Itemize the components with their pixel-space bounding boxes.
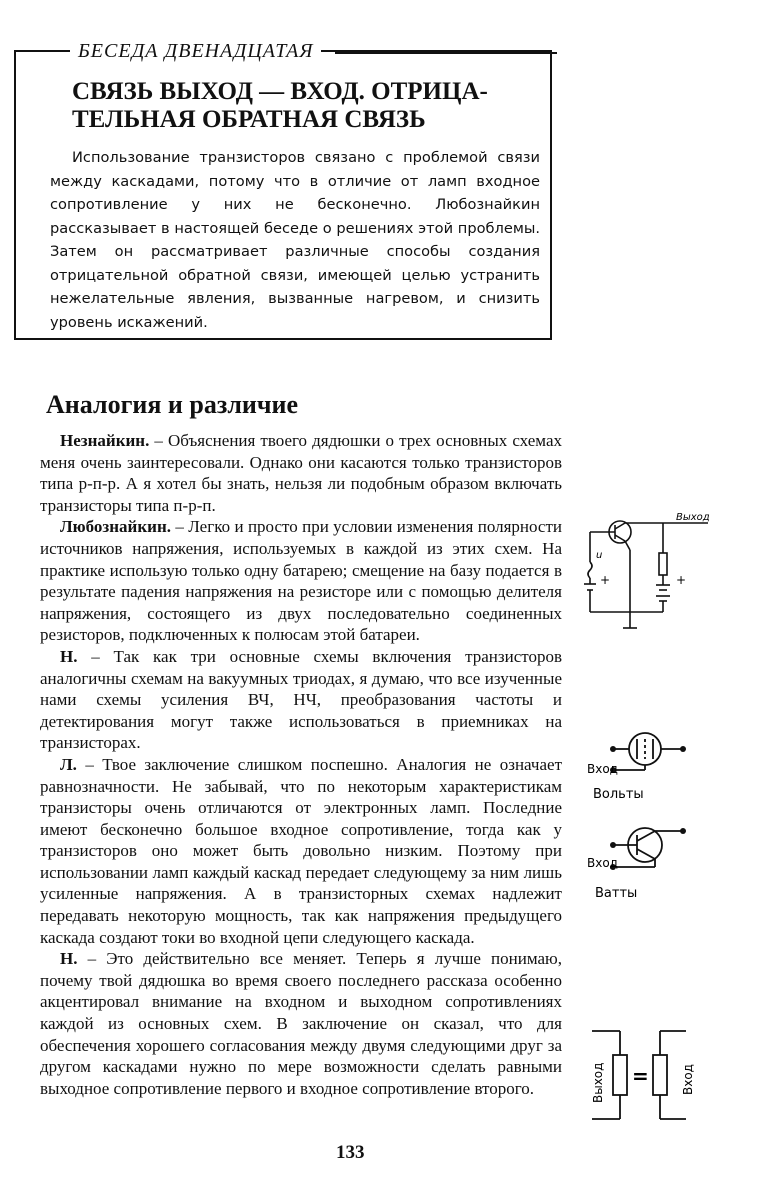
match-equals: = — [632, 1064, 649, 1088]
circuit-plus-left: + — [600, 573, 611, 587]
chapter-title-line2: ТЕЛЬНАЯ ОБРАТНАЯ СВЯЗЬ — [72, 106, 426, 133]
section-title: Аналогия и различие — [46, 390, 299, 419]
match-right-label: Вход — [681, 1064, 695, 1095]
tube-caption: Вольты — [593, 787, 644, 802]
paragraph-3 — [40, 646, 562, 754]
tube-figure — [585, 728, 695, 808]
paragraph-1 — [40, 430, 562, 516]
lesson-label: БЕСЕДА ДВЕНАДЦАТАЯ — [70, 40, 321, 63]
speaker: Н. — [60, 949, 78, 969]
paragraph-text: – Объяснения твоего дядюшки о трех основных схемах меня очень заинтересовали. Однако они касаются только транзисторов типа р-п-р. А я хотел бы знать, нельзя ли подобным образом включать транзисторы типа п-р-п. — [40, 431, 562, 515]
speaker: Любознайкин. — [60, 517, 171, 537]
paragraph-text: – Это действительно все меняет. Теперь я лучше понимаю, почему твой дядюшка во время своего последнего рассказа особенно акцентировал внимание на входном и выходном сопротивлениях каждой из основных схем. В заключение он сказал, что для обеспечения хорошего согласования между двумя следующими друг за другом каскадами нужно по мере возможности сделать равными выходное сопротивление первого и входное сопротивление второго. — [40, 949, 562, 1098]
heading-rule — [335, 52, 557, 54]
transistor-circuit-figure — [578, 510, 723, 635]
paragraph-4 — [40, 754, 562, 948]
page-number: 133 — [336, 1142, 365, 1163]
impedance-match-figure — [580, 1025, 720, 1135]
speaker: Незнайкин. — [60, 431, 150, 450]
transistor-input-label: Вход — [587, 856, 618, 870]
speaker: Н. — [60, 646, 78, 666]
tube-input-label: Вход — [587, 762, 618, 776]
chapter-title — [72, 78, 542, 134]
transistor-figure — [585, 815, 695, 905]
paragraph-text: – Твое заключение слишком поспешно. Аналогия не означает равнозначности. Не забывай, что по некоторым характеристикам транзисторы очень отличаются от электронных ламп. Последние имеют бесконечно большое входное сопротивление, тогда как у транзисторов оно может быть довольно низким. Поэтому при использовании ламп каждый каскад передает следующему за ним лишь усиленные напряжения. А в транзисторных схемах надлежит передавать некоторую мощность, так как напряжения предыдущего каскада создают токи во входной цепи следующего каскада. — [40, 754, 562, 947]
paragraph-5 — [40, 948, 562, 1099]
match-left-label: Выход — [591, 1062, 605, 1103]
circuit-output-label: Выход — [676, 512, 710, 523]
speaker: Л. — [60, 754, 77, 774]
chapter-abstract: Использование транзисторов связано с проблемой связи между каскадами, потому что в отличие от ламп входное сопротивление у них не бесконечно. Любознайкин рассказывает в настоящей беседе о решениях этой проблемы. Затем он рассматривает различные способы создания отрицательной обратной связи, имеющей целью устранить нежелательные явления, вызванные нагревом, и снизить уровень искажений. — [50, 149, 540, 331]
paragraph-text: – Так как три основные схемы включения транзисторов аналогичны схемам на вакуумных триодах, я думаю, что все изученные нами схемы усиления ВЧ, НЧ, преобразования частоты и детектирования могут также использоваться в приемниках на транзисторах. — [40, 646, 562, 753]
circuit-signal-label: u — [596, 550, 603, 561]
paragraph-2 — [40, 516, 562, 646]
transistor-caption: Ватты — [595, 886, 638, 901]
dialogue-text — [40, 430, 562, 1099]
chapter-title-line1: СВЯЗЬ ВЫХОД — ВХОД. ОТРИЦА- — [72, 78, 488, 105]
circuit-plus-right: + — [676, 573, 687, 587]
paragraph-text: – Легко и просто при условии изменения полярности источников напряжения, используемых в каждой из этих схем. На практике использую только одну батарею; смещение на базу подается в результате падения напряжения на резисторе или с помощью делителя напряжения, состоящего из двух последовательно соединенных резисторов, подключенных к полюсам этой батареи. — [40, 517, 562, 645]
